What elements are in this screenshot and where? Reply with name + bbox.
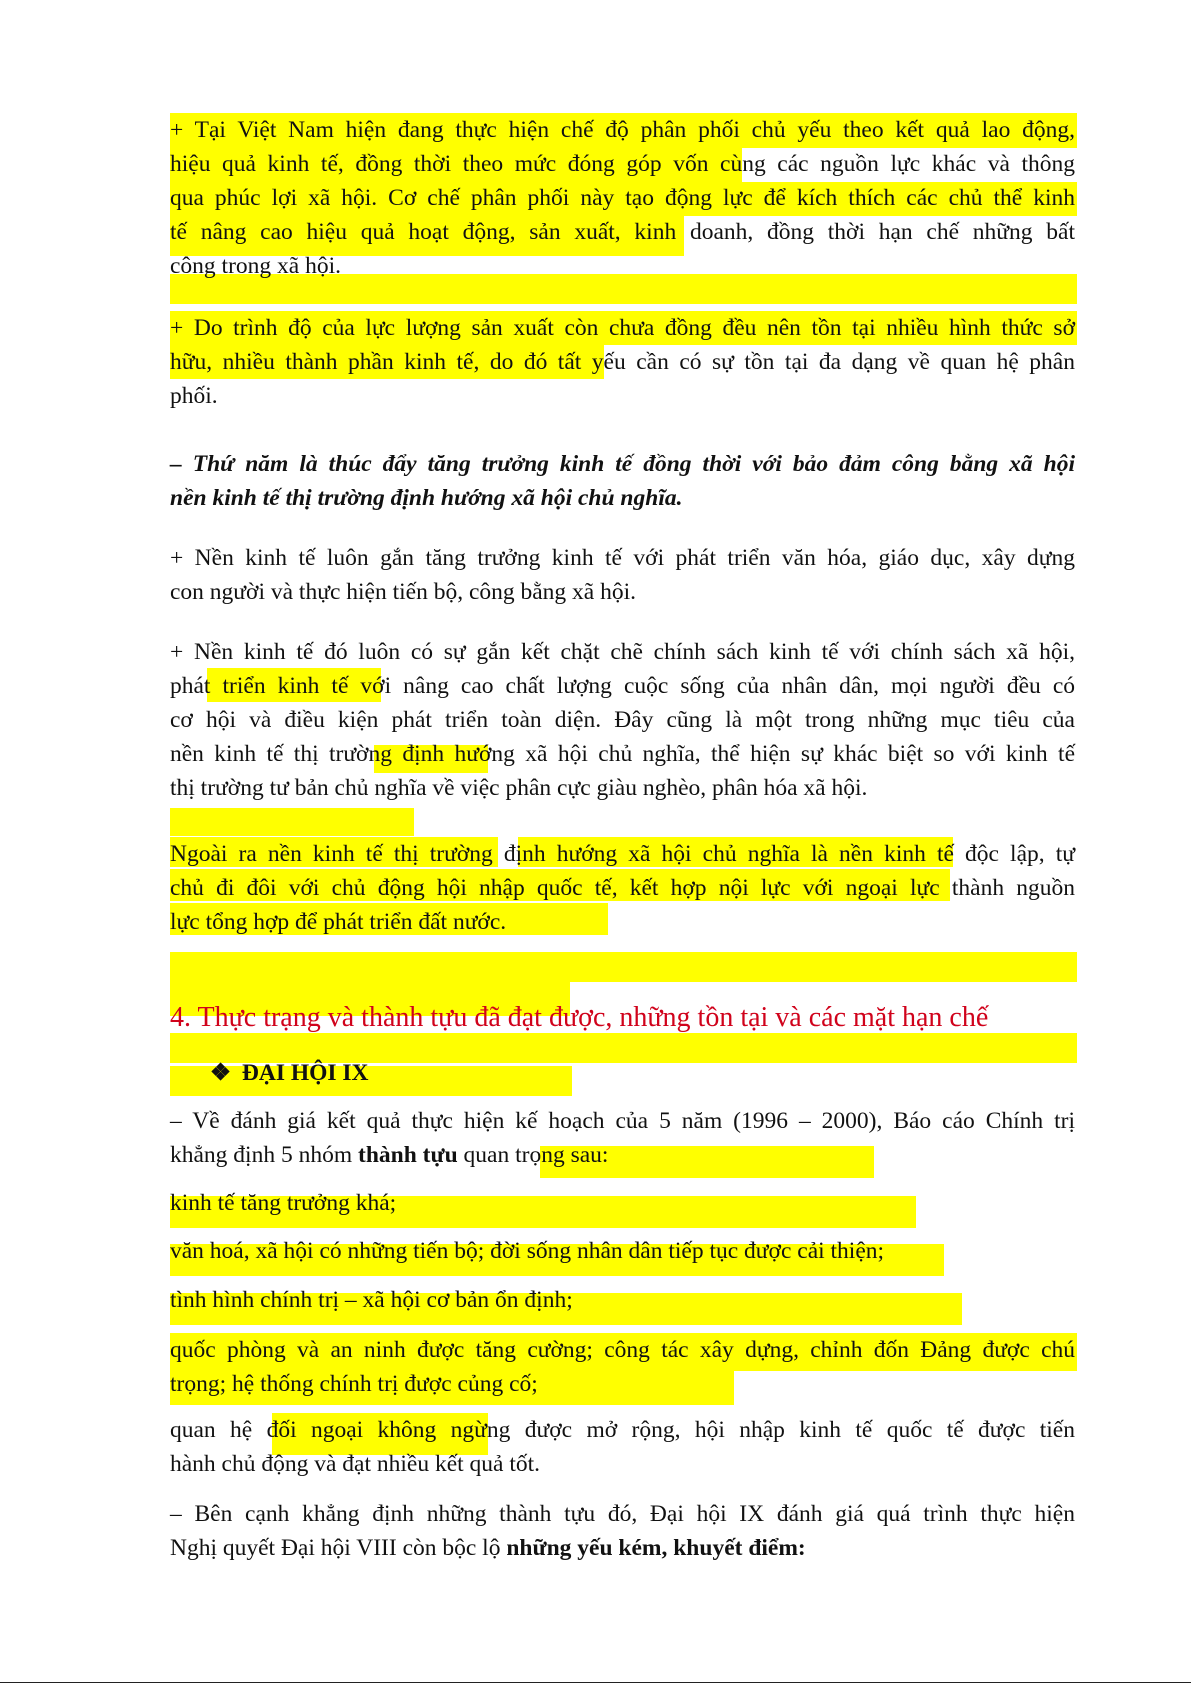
paragraph-line: Ngoài ra nền kinh tế thị trường định hướng xã hội chủ nghĩa là nền kinh tế độc lập, tự <box>170 841 1075 867</box>
paragraph-line: chủ đi đôi với chủ động hội nhập quốc tế, kết hợp nội lực với ngoại lực thành nguồn <box>170 875 1075 901</box>
achievement-item: hành chủ động và đạt nhiều kết quả tốt. <box>170 1451 541 1477</box>
paragraph-line: + Nền kinh tế đó luôn có sự gắn kết chặt chẽ chính sách kinh tế với chính sách xã hội, <box>170 639 1075 665</box>
paragraph-line: con người và thực hiện tiến bộ, công bằng xã hội. <box>170 579 637 605</box>
achievement-item: văn hoá, xã hội có những tiến bộ; đời sống nhân dân tiếp tục được cải thiện; <box>170 1238 885 1264</box>
paragraph-line: thị trường tư bản chủ nghĩa về việc phân cực giàu nghèo, phân hóa xã hội. <box>170 775 868 801</box>
highlight-block <box>170 952 1077 982</box>
achievement-item: kinh tế tăng trưởng khá; <box>170 1190 397 1216</box>
bold-text-run: thành tựu <box>358 1142 458 1168</box>
paragraph-line: + Tại Việt Nam hiện đang thực hiện chế độ phân phối chủ yếu theo kết quả lao động, <box>170 117 1075 143</box>
paragraph-line: hữu, nhiều thành phần kinh tế, do đó tất yếu cần có sự tồn tại đa dạng về quan hệ phân <box>170 349 1075 375</box>
text-run: quan trọng sau: <box>457 1142 609 1168</box>
text-run: Nghị quyết Đại hội VIII còn bộc lộ <box>170 1535 507 1561</box>
paragraph-line: cơ hội và điều kiện phát triển toàn diện. Đây cũng là một trong những mục tiêu của <box>170 707 1075 733</box>
paragraph-line: qua phúc lợi xã hội. Cơ chế phân phối này tạo động lực để kích thích các chủ thể kinh <box>170 185 1075 211</box>
paragraph-line: lực tổng hợp để phát triển đất nước. <box>170 909 507 935</box>
diamond-bullet-icon: ❖ <box>210 1060 232 1086</box>
paragraph-line: – Về đánh giá kết quả thực hiện kế hoạch của 5 năm (1996 – 2000), Báo cáo Chính trị <box>170 1108 1075 1134</box>
achievement-item: quốc phòng và an ninh được tăng cường; công tác xây dựng, chỉnh đốn Đảng được chú <box>170 1337 1075 1363</box>
paragraph-line: công trong xã hội. <box>170 253 341 279</box>
page-bottom-rule <box>0 1682 1191 1683</box>
subheading <box>210 1056 710 1090</box>
achievement-item: tình hình chính trị – xã hội cơ bản ổn định; <box>170 1287 573 1313</box>
paragraph-line: phát triển kinh tế với nâng cao chất lượng cuộc sống của nhân dân, mọi người đều có <box>170 673 1075 699</box>
achievement-item: quan hệ đối ngoại không ngừng được mở rộng, hội nhập kinh tế quốc tế được tiến <box>170 1417 1075 1443</box>
paragraph-line: + Nền kinh tế luôn gắn tăng trưởng kinh tế với phát triển văn hóa, giáo dục, xây dựng <box>170 545 1075 571</box>
subheading-text: ĐẠI HỘI IX <box>241 1060 369 1086</box>
section-title-line: – Thứ năm là thúc đẩy tăng trưởng kinh tế đồng thời với bảo đảm công bằng xã hội <box>170 451 1075 477</box>
paragraph-line: hiệu quả kinh tế, đồng thời theo mức đóng góp vốn cùng các nguồn lực khác và thông <box>170 151 1075 177</box>
section-title-line: nền kinh tế thị trường định hướng xã hội chủ nghĩa. <box>170 485 683 511</box>
bold-text-run: những yếu kém, khuyết điểm: <box>506 1535 806 1561</box>
paragraph-line <box>170 1531 1075 1565</box>
section-heading: 4. Thực trạng và thành tựu đã đạt được, những tồn tại và các mặt hạn chế <box>170 1002 989 1033</box>
text-run: khẳng định 5 nhóm <box>170 1142 358 1168</box>
highlight-block <box>170 808 414 836</box>
paragraph-line: nền kinh tế thị trường định hướng xã hội chủ nghĩa, thể hiện sự khác biệt so với kinh tế <box>170 741 1075 767</box>
paragraph-line: tế nâng cao hiệu quả hoạt động, sản xuất, kinh doanh, đồng thời hạn chế những bất <box>170 219 1075 245</box>
achievement-item: trọng; hệ thống chính trị được củng cố; <box>170 1371 538 1397</box>
paragraph-line: – Bên cạnh khẳng định những thành tựu đó, Đại hội IX đánh giá quá trình thực hiện <box>170 1501 1075 1527</box>
paragraph-line: + Do trình độ của lực lượng sản xuất còn chưa đồng đều nên tồn tại nhiều hình thức sở <box>170 315 1075 341</box>
paragraph-line <box>170 1138 1075 1172</box>
paragraph-line: phối. <box>170 383 218 409</box>
